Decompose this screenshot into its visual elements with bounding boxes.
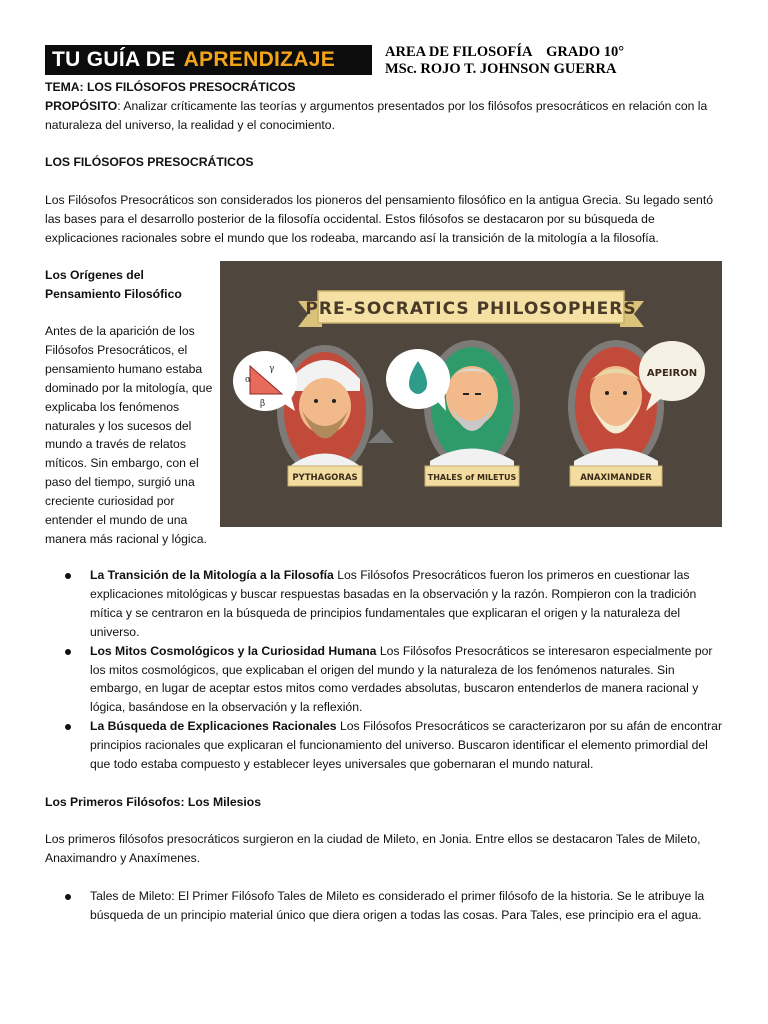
anaximander-label: ANAXIMANDER	[580, 473, 652, 483]
purpose-paragraph	[45, 97, 725, 135]
milesians-paragraph: Los primeros filósofos presocráticos surgieron en la ciudad de Mileto, en Jonia. Entre ellos se destacaron Tales de Mileto, Anaximandro y Anaxímenes.	[45, 832, 701, 865]
triangle-label-gamma: γ	[269, 364, 275, 374]
logo-text-part1: TU GUÍA DE	[52, 48, 176, 71]
thales-portrait	[386, 340, 520, 486]
bullet-list-transition	[45, 566, 725, 774]
bullet-dot	[65, 894, 71, 900]
bullet-dot	[65, 573, 71, 579]
teacher-name: MSc. ROJO T. JOHNSON GUERRA	[385, 60, 617, 77]
section-heading-milesians: Los Primeros Filósofos: Los Milesios	[45, 795, 262, 809]
topic-title: TEMA: LOS FILÓSOFOS PRESOCRÁTICOS	[45, 80, 296, 94]
illustration-svg	[220, 261, 722, 527]
course-area-grade: AREA DE FILOSOFÍA GRADO 10°	[385, 44, 625, 60]
bullet-text: Los Filósofos Presocráticos se caracterizaron por su afán de encontrar principios racionales que explicaran el funcionamiento del universo. Buscaron identificar el elemento primordial del que todo estaba compuesto y establecer leyes universales que gobernaran el mundo natural.	[90, 719, 723, 772]
bullet-dot	[65, 724, 71, 730]
bullet-title: La Transición de la Mitología a la Filosofía	[90, 568, 334, 582]
origins-heading: Los Orígenes del Pensamiento Filosófico	[45, 268, 182, 301]
triangle-label-beta: β	[260, 399, 266, 409]
list-item	[45, 566, 725, 642]
logo-text-part2: APRENDIZAJE	[183, 48, 336, 71]
banner-label: PRE-SOCRATICS PHILOSOPHERS	[305, 299, 637, 319]
triangle-label-alpha: α	[245, 375, 252, 385]
list-item	[45, 887, 725, 925]
anaximander-portrait	[568, 340, 705, 486]
pythagoras-label: PYTHAGORAS	[292, 473, 358, 483]
section-heading-presocratics: LOS FILÓSOFOS PRESOCRÁTICOS	[45, 155, 254, 169]
guide-logo	[45, 45, 372, 75]
banner-ribbon	[298, 291, 644, 327]
list-item	[45, 642, 725, 718]
apeiron-bubble-label: APEIRON	[646, 368, 698, 379]
presocratic-philosophers-illustration	[220, 261, 722, 527]
section-intro-paragraph: Los Filósofos Presocráticos son considerados los pioneros del pensamiento filosófico en la antigua Grecia. Su legado sentó las bases para el desarrollo posterior de la filosofía occidental. Estos filósofos se destacaron por su búsqueda de explicaciones racionales sobre el mundo que los rodeaba, marcando así la transición de la mitología a la filosofía.	[45, 193, 713, 245]
bullet-list-milesians	[45, 887, 725, 925]
purpose-label: PROPÓSITO	[45, 99, 118, 113]
bullet-dot	[65, 649, 71, 655]
list-item	[45, 717, 725, 774]
bullet-text: Tales de Mileto: El Primer Filósofo Tales de Mileto es considerado el primer filósofo de la historia. Se le atribuye la búsqueda de un principio material único que diera origen a todas las cosas. Para Tales, ese principio era el agua.	[90, 889, 705, 922]
course-header	[385, 44, 624, 77]
bullet-title: La Búsqueda de Explicaciones Racionales	[90, 719, 337, 734]
purpose-text: : Analizar críticamente las teorías y argumentos presentados por los filósofos presocráticos en relación con la naturaleza del universo, la realidad y el conocimiento.	[45, 99, 708, 132]
bullet-title: Los Mitos Cosmológicos y la Curiosidad Humana	[90, 643, 377, 658]
bullet-text: Los Filósofos Presocráticos fueron los primeros en cuestionar las explicaciones mitológicas y buscar respuestas basadas en la observación y la razón. Rompieron con la tradición mítica y se centraron en la búsqueda de principios fundamentales que explicaran el origen y la naturaleza del universo.	[90, 568, 697, 639]
thales-label: THALES of MILETUS	[427, 473, 517, 482]
bullet-text: Los Filósofos Presocráticos se interesaron especialmente por los mitos cosmológicos, que explicaban el origen del mundo y la naturaleza de los fenómenos naturales. Sin embargo, en lugar de aceptar estos mitos como verdades absolutas, buscaron entenderlos de manera racional y lógica, basándose en la observación y la reflexión.	[90, 643, 713, 715]
origins-paragraph: Antes de la aparición de los Filósofos Presocráticos, el pensamiento humano estaba dominado por la mitología, que explicaba los fenómenos naturales y los sucesos del mundo a través de relatos míticos. Sin embargo, con el paso del tiempo, surgió una creciente curiosidad por entender el mundo de una manera más racional y lógica.	[45, 324, 213, 546]
pythagoras-portrait	[233, 345, 394, 486]
